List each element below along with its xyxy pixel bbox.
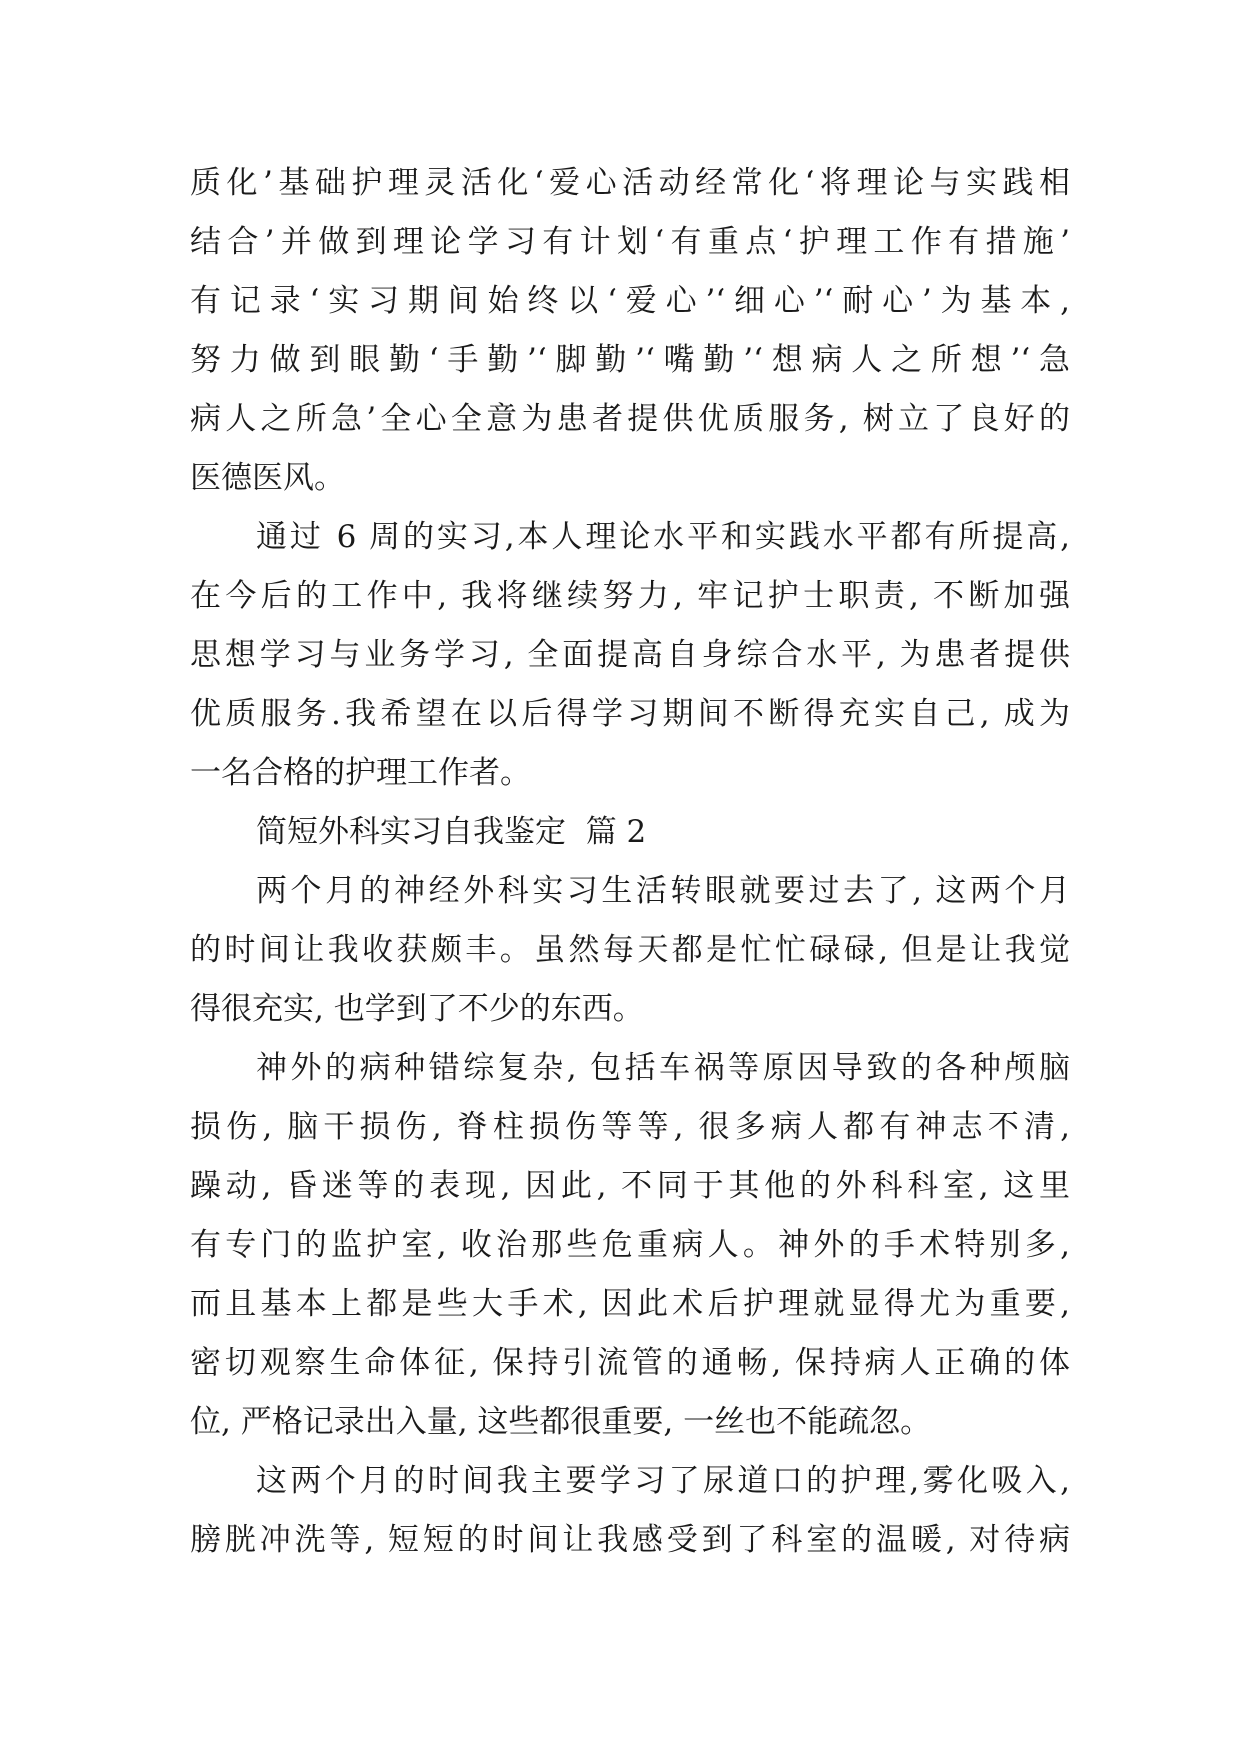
- text-line: 躁动, 昏迷等的表现, 因此, 不同于其他的外科科室, 这里: [190, 1168, 1070, 1204]
- text-line: 努力做到眼勤‘手勤’‘脚勤’‘嘴勤’‘想病人之所想’‘急: [190, 342, 1070, 378]
- text-line: 优质服务.我希望在以后得学习期间不断得充实自己, 成为: [190, 696, 1070, 732]
- text-line: 两个月的神经外科实习生活转眼就要过去了, 这两个月: [256, 873, 1070, 909]
- document-body: [190, 154, 1070, 1570]
- text-line: 这两个月的时间我主要学习了尿道口的护理,雾化吸入,: [256, 1463, 1070, 1499]
- text-line: 有记录‘实习期间始终以‘爱心’‘细心’‘耐心’为基本,: [190, 283, 1070, 319]
- text-line: 质化’基础护理灵活化‘爱心活动经常化‘将理论与实践相: [190, 165, 1070, 201]
- text-line: 医德医风。: [190, 460, 345, 496]
- text-line: 结合’并做到理论学习有计划‘有重点‘护理工作有措施’: [190, 224, 1070, 260]
- text-line: 思想学习与业务学习, 全面提高自身综合水平, 为患者提供: [190, 637, 1070, 673]
- text-line: 得很充实, 也学到了不少的东西。: [190, 991, 644, 1027]
- text-line: 神外的病种错综复杂, 包括车祸等原因导致的各种颅脑: [256, 1050, 1070, 1086]
- text-line: 在今后的工作中, 我将继续努力, 牢记护士职责, 不断加强: [190, 578, 1070, 614]
- text-line: 而且基本上都是些大手术, 因此术后护理就显得尤为重要,: [190, 1286, 1070, 1322]
- text-line: 病人之所急’全心全意为患者提供优质服务, 树立了良好的: [190, 401, 1070, 437]
- section-heading: 简短外科实习自我鉴定 篇 2: [256, 814, 647, 850]
- paragraph-5: [190, 1452, 1070, 1570]
- text-line: 有专门的监护室, 收治那些危重病人。神外的手术特别多,: [190, 1227, 1070, 1263]
- text-line: 通过 6 周的实习,本人理论水平和实践水平都有所提高,: [256, 519, 1070, 555]
- text-line: 一名合格的护理工作者。: [190, 755, 531, 791]
- text-line: 损伤, 脑干损伤, 脊柱损伤等等, 很多病人都有神志不清,: [190, 1109, 1070, 1145]
- paragraph-3: [190, 862, 1070, 1039]
- paragraph-4: [190, 1039, 1070, 1452]
- text-line: 位, 严格记录出入量, 这些都很重要, 一丝也不能疏忽。: [190, 1404, 932, 1440]
- paragraph-2: [190, 508, 1070, 803]
- text-line: 膀胱冲洗等, 短短的时间让我感受到了科室的温暖, 对待病: [190, 1522, 1070, 1558]
- text-line: 的时间让我收获颇丰。虽然每天都是忙忙碌碌, 但是让我觉: [190, 932, 1070, 968]
- text-line: 密切观察生命体征, 保持引流管的通畅, 保持病人正确的体: [190, 1345, 1070, 1381]
- paragraph-1: [190, 154, 1070, 508]
